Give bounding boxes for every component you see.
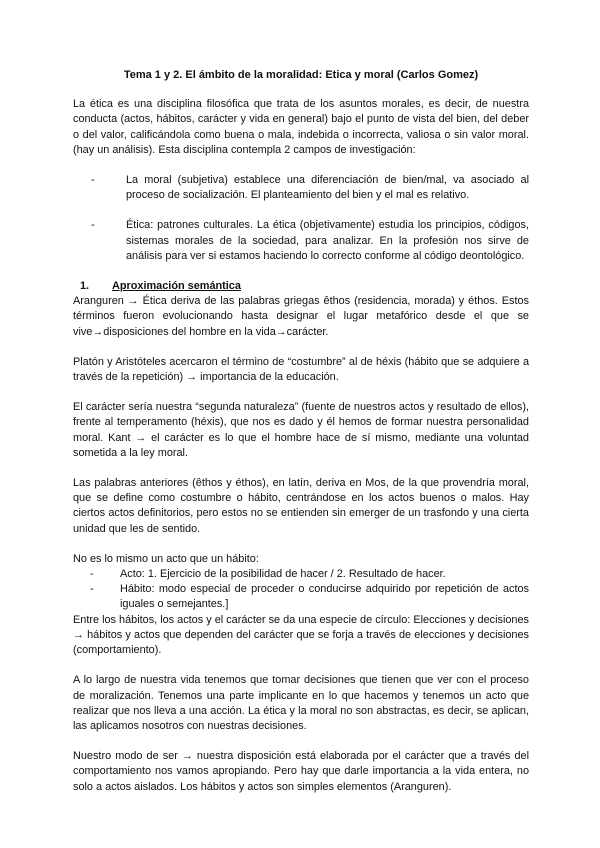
section-number: 1. <box>80 280 90 293</box>
paragraph-moralizacion: A lo largo de nuestra vida tenemos que tomar decisiones que tienen que ver con el proceso de moralización. Tenemos una parte implicante en lo que hacemos y tenemos un acto que realizar que nos lleva a una acción. La ética y la moral no son abstractas, es decir, se aplican, las aplicamos nosotros con nuestras decisiones. <box>73 674 529 732</box>
list-item-text: Ética: patrones culturales. La ética (objetivamente) estudia los principios, códigos, sistemas morales de la sociedad, para analizar. En la profesión nos sirve de análisis para ver si estamos haciendo lo correcto conforme al código deontológico. <box>126 219 529 262</box>
acts-list <box>73 567 529 613</box>
paragraph-circulo: Entre los hábitos, los actos y el carácter se da una especie de círculo: Elecciones y decisiones → hábitos y actos que dependen del carácter que se forja a través de elecciones y decisiones (comportamiento). <box>73 613 529 657</box>
paragraph-acto-habito-lead: No es lo mismo un acto que un hábito: <box>73 552 259 565</box>
list-item-text: La moral (subjetiva) establece una diferenciación de bien/mal, va asociado al proceso de socialización. El planteamiento del bien y el mal es relativo. <box>126 174 529 202</box>
paragraph-etymology: Aranguren → Ética deriva de las palabras griegas êthos (residencia, morada) y éthos. Estos términos fueron evolucionando hasta designar el lugar metafórico desde el que se vive→disposiciones del hombre en la vida→carácter. <box>73 295 529 338</box>
bullet-dash: - <box>91 219 95 232</box>
fields-list <box>73 173 529 264</box>
bullet-dash: - <box>90 568 94 581</box>
list-item <box>90 582 529 612</box>
list-item <box>91 218 529 264</box>
list-item-text: Acto: 1. Ejercicio de la posibilidad de hacer / 2. Resultado de hacer. <box>120 568 446 581</box>
section-title: Aproximación semántica <box>112 280 241 293</box>
page-title: Tema 1 y 2. El ámbito de la moralidad: Etica y moral (Carlos Gomez) <box>123 69 479 81</box>
bullet-dash: - <box>90 583 94 596</box>
list-item-text: Hábito: modo especial de proceder o conducirse adquirido por repetición de actos iguales o semejantes.] <box>120 583 529 611</box>
list-item <box>90 567 529 582</box>
bullet-dash: - <box>91 174 95 187</box>
paragraph-modo-de-ser: Nuestro modo de ser → nuestra disposición está elaborada por el carácter que a través del comportamiento nos vamos apropiando. Pero hay que darle importancia a la vida entera, no solo a actos aislados. Los hábitos y actos son simples elementos (Aranguren). <box>73 750 529 793</box>
intro-paragraph: La ética es una disciplina filosófica que trata de los asuntos morales, es decir, de nuestra conducta (actos, hábitos, carácter y vida en general) bajo el punto de vista del bien, del deber o del valor, calificándola como buena o mala, indebida o incorrecta, valiosa o sin valor moral. (hay un análisis). Esta disciplina contempla 2 campos de investigación: <box>73 98 529 156</box>
paragraph-mos: Las palabras anteriores (êthos y éthos), en latín, deriva en Mos, de la que provendría moral, que se define como costumbre o hábito, centrándose en los actos buenos o malos. Hay ciertos actos definitorios, pero estos no se entienden sin emerger de un trasfondo y una cierta unidad que les de sentido. <box>73 477 529 535</box>
section-heading <box>73 279 529 294</box>
paragraph-caracter: El carácter sería nuestra “segunda naturaleza” (fuente de nuestros actos y resultado de ellos), frente al temperamento (héxis), que nos es dado y él hemos de formar nuestra personalidad moral. Kant → el carácter es lo que el hombre hace de sí mismo, mediante una voluntad sometida a la ley moral. <box>73 401 529 459</box>
list-item <box>91 173 529 203</box>
paragraph-costumbre: Platón y Aristóteles acercaron el término de “costumbre” al de héxis (hábito que se adquiere a través de la repetición) → importancia de la educación. <box>73 355 529 384</box>
